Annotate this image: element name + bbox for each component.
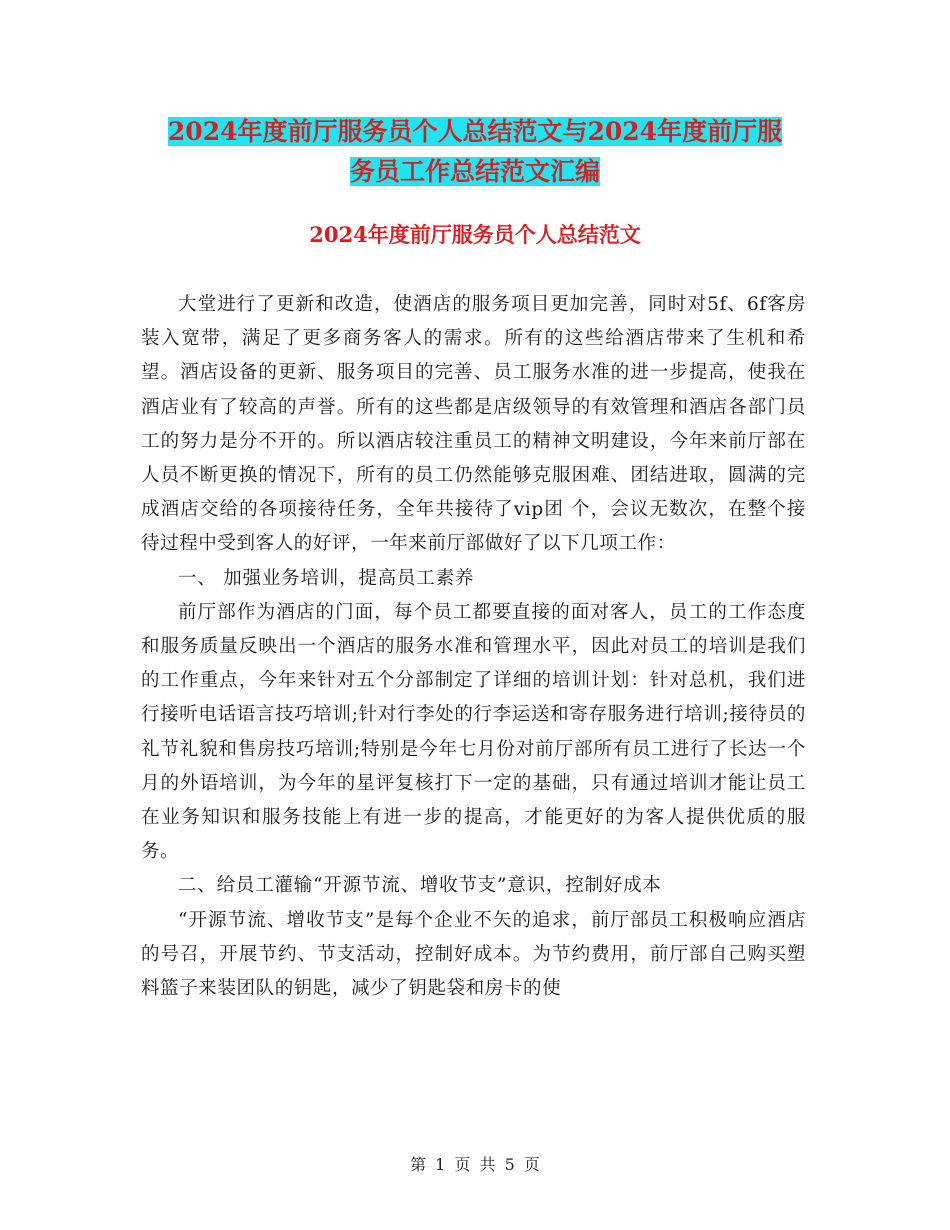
document-body [141,288,806,1006]
paragraph-heading-2: 二、给员工灌输“开源节流、增收节支”意识，控制好成本 [178,875,662,897]
document-title-line-1: 2024年度前厅服务员个人总结范文与2024年度前厅服 [167,117,783,146]
paragraph-cost-control: “开源节流、增收节支”是每个企业不矢的追求，前厅部员工积极响应酒店的号召，开展节约、节支活动，控制好成本。为节约费用，前厅部自己购买塑料篮子来装团队的钥匙，减少了钥匙袋和房卡的使 [141,909,806,1000]
paragraph-heading-1: 一、 加强业务培训，提高员工素养 [178,567,475,589]
document-title-line-2: 务员工作总结范文汇编 [349,157,600,186]
paragraph-intro: 大堂进行了更新和改造，使酒店的服务项目更加完善，同时对5f、6f客房装入宽带，满足了更多商务客人的需求。所有的这些给酒店带来了生机和希望。酒店设备的更新、服务项目的完善、员工服务水准的进一步提高，使我在酒店业有了较高的声誉。所有的这些都是店级领导的有效管理和酒店各部门员工的努力是分不开的。所以酒店较注重员工的精神文明建设，今年来前厅部在人员不断更换的情况下，所有的员工仍然能够克服困难、团结进取，圆满的完成酒店交给的各项接待任务，全年共接待了vip团 个，会议无数次，在整个接待过程中受到客人的好评，一年来前厅部做好了以下几项工作： [141,294,806,555]
paragraph-training: 前厅部作为酒店的门面，每个员工都要直接的面对客人，员工的工作态度和服务质量反映出一个酒店的服务水准和管理水平，因此对员工的培训是我们的工作重点，今年来针对五个分部制定了详细的培训计划：针对总机，我们进行接听电话语言技巧培训;针对行李处的行李运送和寄存服务进行培训;接待员的礼节礼貌和售房技巧培训;特别是今年七月份对前厅部所有员工进行了长达一个月的外语培训，为今年的星评复核打下一定的基础，只有通过培训才能让员工在业务知识和服务技能上有进一步的提高，才能更好的为客人提供优质的服务。 [141,601,806,863]
document-title [140,112,810,192]
section-title: 2024年度前厅服务员个人总结范文 [309,222,641,247]
page-number-footer: 第 1 页 共 5 页 [410,1155,540,1174]
